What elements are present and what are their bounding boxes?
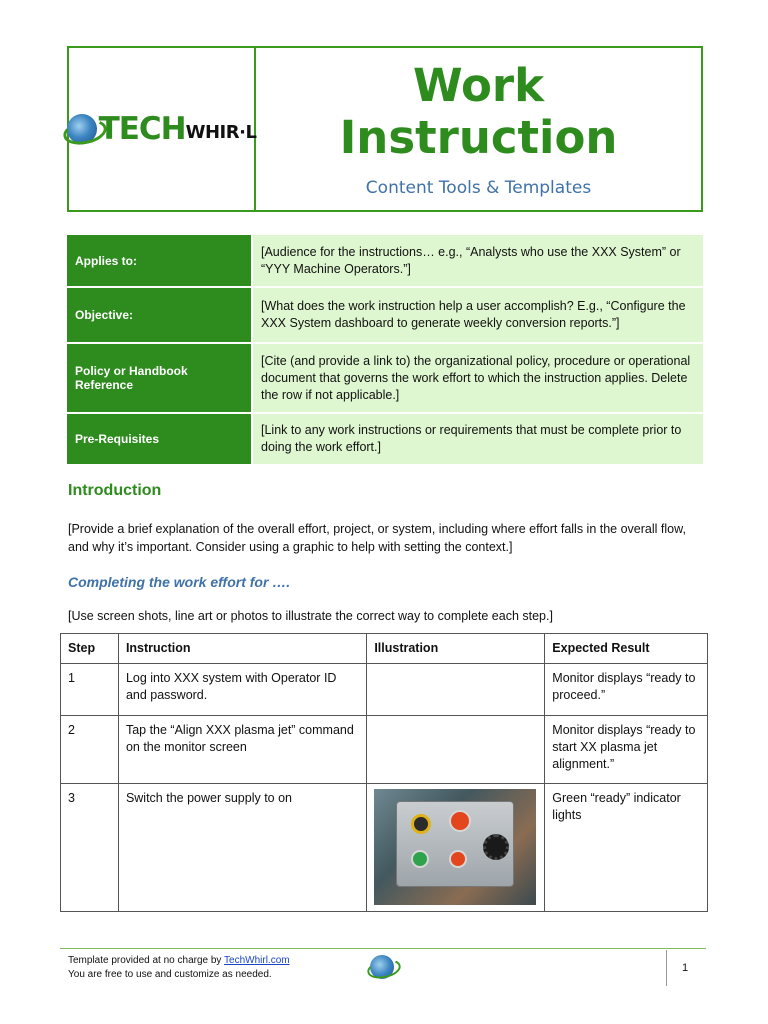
step-number: 2 bbox=[61, 716, 119, 784]
step-number: 1 bbox=[61, 664, 119, 716]
logo-whirl-text: WHIR·L bbox=[185, 121, 257, 143]
globe-icon bbox=[67, 114, 97, 144]
info-row-policy-reference bbox=[67, 344, 703, 414]
column-header-illustration: Illustration bbox=[367, 634, 545, 664]
step-result: Green “ready” indicator lights bbox=[545, 784, 708, 912]
section-heading: Completing the work effort for …. bbox=[68, 574, 291, 590]
table-row bbox=[61, 664, 708, 716]
table-row bbox=[61, 716, 708, 784]
footer-prefix: Template provided at no charge by bbox=[68, 955, 225, 966]
footer-divider bbox=[60, 948, 706, 949]
footer-note: You are free to use and customize as needed. bbox=[68, 969, 272, 980]
table-row bbox=[61, 784, 708, 912]
introduction-text: [Provide a brief explanation of the overall effort, project, or system, including where effort falls in the overall flow, and why it’s important. Consider using a graphic to help with setting the context.] bbox=[68, 522, 686, 554]
info-table bbox=[67, 235, 703, 466]
techwhirl-link[interactable]: TechWhirl.com bbox=[224, 955, 290, 966]
info-value: [Link to any work instructions or requirements that must be complete prior to doing the work effort.] bbox=[253, 414, 703, 464]
column-header-instruction: Instruction bbox=[118, 634, 366, 664]
logo-tech-text: TECH bbox=[98, 111, 186, 147]
info-value: [Cite (and provide a link to) the organizational policy, procedure or operational document that governs the work effort to which the instruction applies. Delete the row if not applicable.] bbox=[253, 344, 703, 412]
info-row-prerequisites bbox=[67, 414, 703, 466]
step-instruction: Switch the power supply to on bbox=[118, 784, 366, 912]
steps-table bbox=[60, 633, 708, 912]
emergency-stop-button-icon bbox=[449, 810, 471, 832]
column-header-step: Step bbox=[61, 634, 119, 664]
info-row-applies-to bbox=[67, 235, 703, 288]
dial-knob-icon bbox=[483, 834, 509, 860]
info-label: Pre-Requisites bbox=[67, 414, 253, 464]
selector-switch-icon bbox=[411, 814, 431, 834]
footer-separator bbox=[666, 950, 667, 986]
section-text: [Use screen shots, line art or photos to illustrate the correct way to complete each step.] bbox=[68, 609, 553, 623]
footer-globe-icon bbox=[370, 955, 394, 979]
footer-text bbox=[68, 954, 290, 982]
step-result: Monitor displays “ready to proceed.” bbox=[545, 664, 708, 716]
document-header bbox=[67, 46, 703, 212]
techwhirl-logo bbox=[67, 111, 257, 147]
step-result: Monitor displays “ready to start XX plasma jet alignment.” bbox=[545, 716, 708, 784]
logo-cell bbox=[69, 48, 256, 210]
info-value: [Audience for the instructions… e.g., “Analysts who use the XXX System” or “YYY Machine Operators.”] bbox=[253, 235, 703, 286]
step-number: 3 bbox=[61, 784, 119, 912]
info-label: Applies to: bbox=[67, 235, 253, 286]
title-cell bbox=[256, 48, 701, 210]
table-header-row bbox=[61, 634, 708, 664]
stop-button-icon bbox=[449, 850, 467, 868]
control-panel-photo bbox=[374, 789, 536, 905]
subtitle: Content Tools & Templates bbox=[365, 178, 592, 198]
introduction-heading: Introduction bbox=[68, 482, 162, 499]
step-instruction: Log into XXX system with Operator ID and password. bbox=[118, 664, 366, 716]
title-line-2: Instruction bbox=[339, 111, 618, 164]
step-instruction: Tap the “Align XXX plasma jet” command on the monitor screen bbox=[118, 716, 366, 784]
info-label: Policy or Handbook Reference bbox=[67, 344, 253, 412]
title-line-1: Work bbox=[412, 59, 545, 112]
column-header-expected-result: Expected Result bbox=[545, 634, 708, 664]
step-illustration bbox=[367, 716, 545, 784]
info-value: [What does the work instruction help a user accomplish? E.g., “Configure the XXX System dashboard to generate weekly conversion reports.”] bbox=[253, 288, 703, 342]
step-illustration bbox=[367, 664, 545, 716]
info-label: Objective: bbox=[67, 288, 253, 342]
control-panel bbox=[396, 801, 514, 887]
start-button-icon bbox=[411, 850, 429, 868]
info-row-objective bbox=[67, 288, 703, 344]
step-illustration bbox=[367, 784, 545, 912]
page-number: 1 bbox=[682, 962, 689, 974]
